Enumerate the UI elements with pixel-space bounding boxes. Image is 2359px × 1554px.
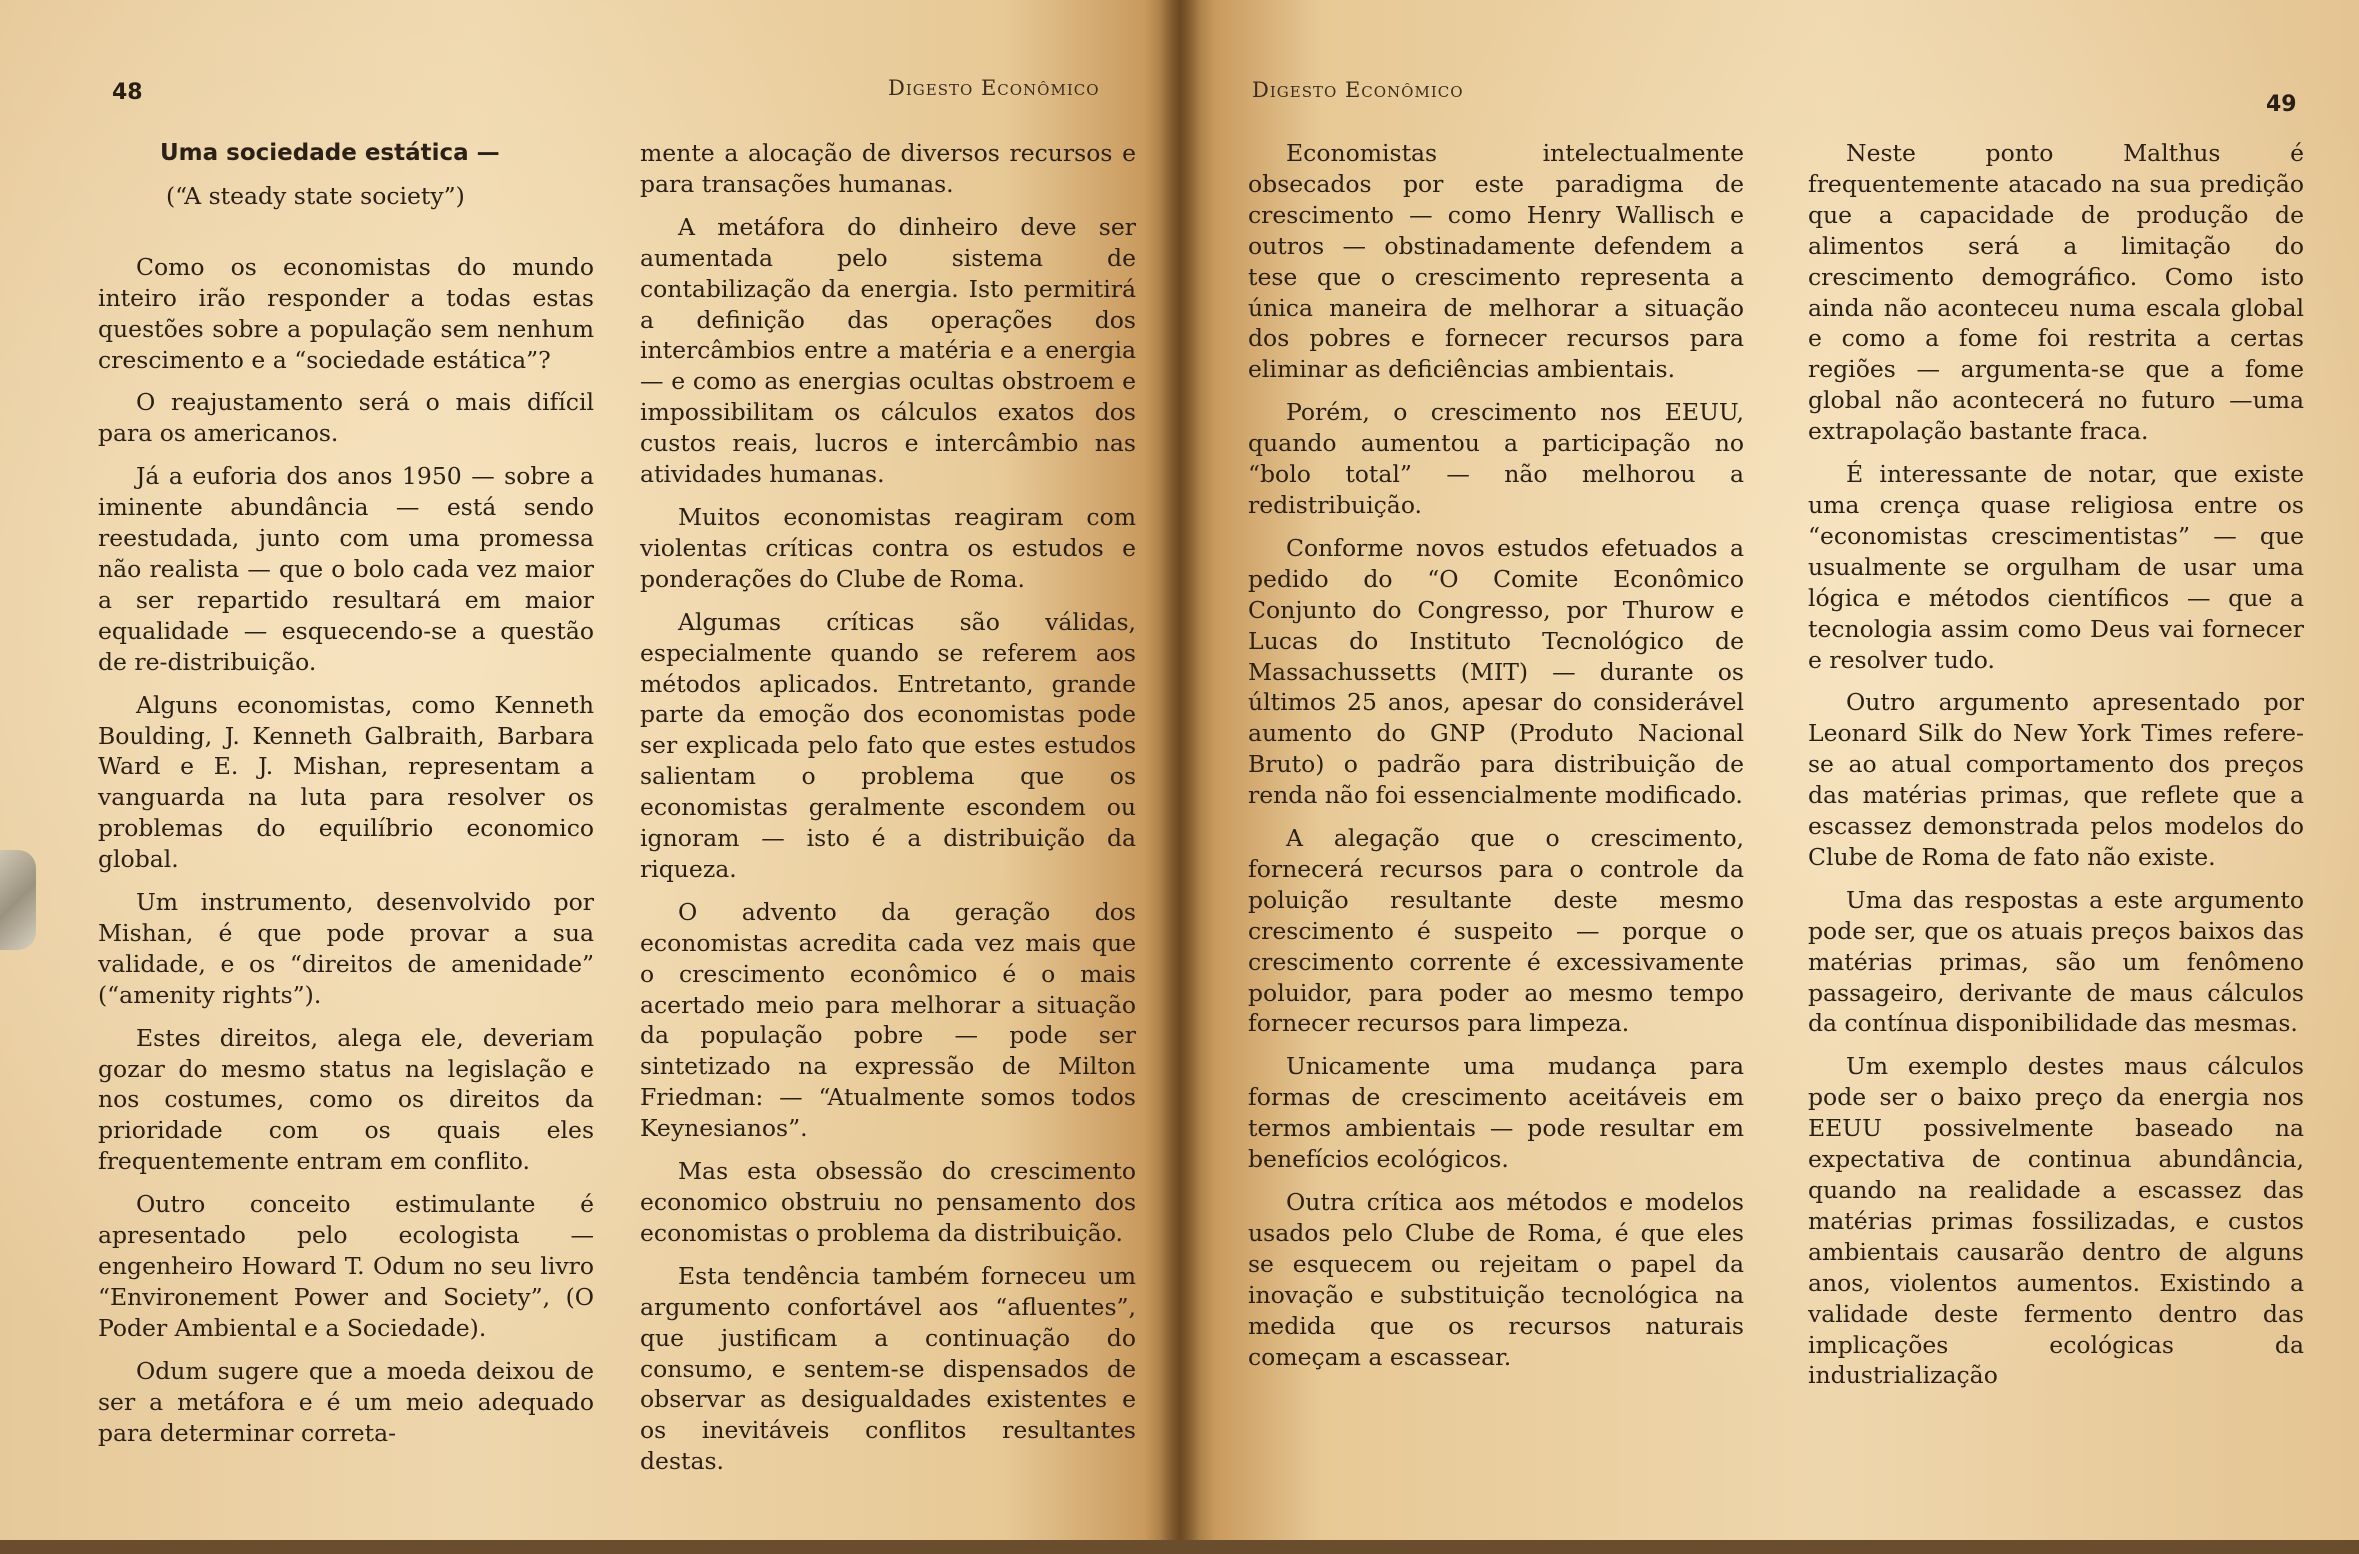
paragraph: Porém, o crescimento nos EEUU, quando aumentou a participação no “bolo total” — não melhorou a redistribuição. [1248, 398, 1744, 519]
paragraph: Muitos economistas reagiram com violentas críticas contra os estudos e ponderações do Clube de Roma. [640, 502, 1136, 593]
paragraph: Odum sugere que a moeda deixou de ser a metáfora e é um meio adequado para determinar correta- [98, 1356, 594, 1447]
paragraph: Esta tendência também forneceu um argumento confortável aos “afluentes”, que justificam a continuação do consumo, e sentem-se dispensados de observar as desigualdades existentes e os inevitáveis conflitos resultantes destas. [640, 1261, 1136, 1476]
paragraph: Outro conceito estimulante é apresentado pelo ecologista — engenheiro Howard T. Odum no seu livro “Environement Power and Society”, (O Poder Ambiental e a Sociedade). [98, 1190, 594, 1342]
paragraph: Neste ponto Malthus é frequentemente atacado na sua predição que a capacidade de produção de alimentos será a limitação do crescimento demográfico. Como isto ainda não aconteceu numa escala global e como a fome foi restrita a certas regiões — argumenta-se que a fome global não acontecerá no futuro —uma extrapolação bastante fraca. [1808, 139, 2304, 446]
paragraph: Algumas críticas são válidas, especialmente quando se referem aos métodos aplicados. Entretanto, grande parte da emoção dos economistas pode ser explicada pelo fato que estes estudos salientam o problema que os economistas geralmente escondem ou ignoram — isto é a distribuição da riqueza. [640, 607, 1136, 883]
book-gutter [1160, 0, 1200, 1554]
paragraph: Estes direitos, alega ele, deveriam gozar do mesmo status na legislação e nos costumes, como os direitos da prioridade com os quais eles frequentemente entram em conflito. [98, 1023, 594, 1176]
paragraph: Conforme novos estudos efetuados a pedido do “O Comite Econômico Conjunto do Congresso, por Thurow e Lucas do Instituto Tecnológico de Massachussetts (MIT) — durante os últimos 25 anos, apesar do considerável aumento do GNP (Produto Nacional Bruto) o padrão para distribuição de renda não foi essencialmente modificado. [1248, 533, 1744, 810]
paragraph: Unicamente uma mudança para formas de crescimento aceitáveis em termos ambientais — pode resultar em benefícios ecológicos. [1248, 1052, 1744, 1174]
page-number: 48 [112, 80, 143, 105]
paragraph: A alegação que o crescimento, fornecerá recursos para o controle da poluição resultante deste mesmo crescimento é suspeito — porque o crescimento corrente é excessivamente poluidor, para poder ao mesmo tempo fornecer recursos para limpeza. [1248, 824, 1744, 1038]
paragraph: Um instrumento, desenvolvido por Mishan, é que pode provar a sua validade, e os “direitos de amenidade” (“amenity rights”). [98, 888, 594, 1009]
paragraph: É interessante de notar, que existe uma crença quase religiosa entre os “economistas crescimentistas” — que usualmente se orgulham de usar uma lógica e métodos científicos — que a tecnologia assim como Deus vai fornecer e resolver tudo. [1808, 460, 2304, 674]
running-head: Digesto Econômico [1252, 78, 1464, 102]
paragraph: Como os economistas do mundo inteiro irão responder a todas estas questões sobre a população sem nenhum crescimento e a “sociedade estática”? [98, 252, 594, 374]
page-number: 49 [2266, 92, 2297, 117]
paragraph: Mas esta obsessão do crescimento economico obstruiu no pensamento dos economistas o problema da distribuição. [640, 1157, 1136, 1247]
section-heading: Uma sociedade estática — [160, 140, 500, 166]
bottom-edge [0, 1540, 2359, 1554]
paragraph: Uma das respostas a este argumento pode ser, que os atuais preços baixos das matérias primas, são um fenômeno passageiro, derivante de maus cálculos da contínua disponibilidade das mesmas. [1808, 885, 2304, 1038]
paragraph: Alguns economistas, como Kenneth Boulding, J. Kenneth Galbraith, Barbara Ward e E. J. Mishan, representam a vanguarda na luta para resolver os problemas do equilíbrio economico global. [98, 690, 594, 874]
paragraph: Já a euforia dos anos 1950 — sobre a iminente abundância — está sendo reestudada, junto com uma promessa não realista — que o bolo cada vez maior a ser repartido resultará em maior equalidade — esquecendo-se a questão de re-distribuição. [98, 462, 594, 676]
paragraph: A metáfora do dinheiro deve ser aumentada pelo sistema de contabilização da energia. Isto permitirá a definição das operações dos intercâmbios entre a matéria e a energia — e como as energias ocultas obstroem e impossibilitam os cálculos exatos dos custos reais, lucros e intercâmbio nas atividades humanas. [640, 212, 1136, 489]
left-page-column-2 [640, 138, 1136, 1477]
right-page-column-1 [1248, 138, 1744, 1372]
paragraph: mente a alocação de diversos recursos e para transações humanas. [640, 139, 1136, 198]
paragraph: Outro argumento apresentado por Leonard Silk do New York Times refere-se ao atual comportamento dos preços das matérias primas, que reflete que a escassez demonstrada pelos modelos do Clube de Roma de fato não existe. [1808, 688, 2304, 871]
paragraph: Um exemplo destes maus cálculos pode ser o baixo preço da energia nos EEUU possivelmente baseado na expectativa de continua abundância, quando na realidade a escassez das matérias primas fossilizadas, e custos ambientais causarão dentro de alguns anos, violentos aumentos. Existindo a validade deste fermento dentro das implicações ecológicas da industrialização [1808, 1052, 2304, 1390]
right-page-column-2 [1808, 138, 2304, 1391]
left-page-column-1 [98, 138, 594, 1448]
binding-sticker [0, 850, 36, 950]
paragraph: Economistas intelectualmente obsecados por este paradigma de crescimento — como Henry Wallisch e outros — obstinadamente defendem a tese que o crescimento representa a única maneira de melhorar a situação dos pobres e fornecer recursos para eliminar as deficiências ambientais. [1248, 139, 1744, 384]
paragraph: O reajustamento será o mais difícil para os americanos. [98, 388, 594, 448]
paragraph: Outra crítica aos métodos e modelos usados pelo Clube de Roma, é que eles se esquecem ou rejeitam o papel da inovação e substituição tecnológica na medida que os recursos naturais começam a escassear. [1248, 1188, 1744, 1371]
paragraph: O advento da geração dos economistas acredita cada vez mais que o crescimento econômico é o mais acertado meio para melhorar a situação da população pobre — pode ser sintetizado na expressão de Milton Friedman: — “Atualmente somos todos Keynesianos”. [640, 897, 1136, 1143]
section-subheading: (“A steady state society”) [166, 181, 465, 210]
running-head: Digesto Econômico [888, 76, 1100, 100]
right-page [1180, 0, 2359, 1554]
